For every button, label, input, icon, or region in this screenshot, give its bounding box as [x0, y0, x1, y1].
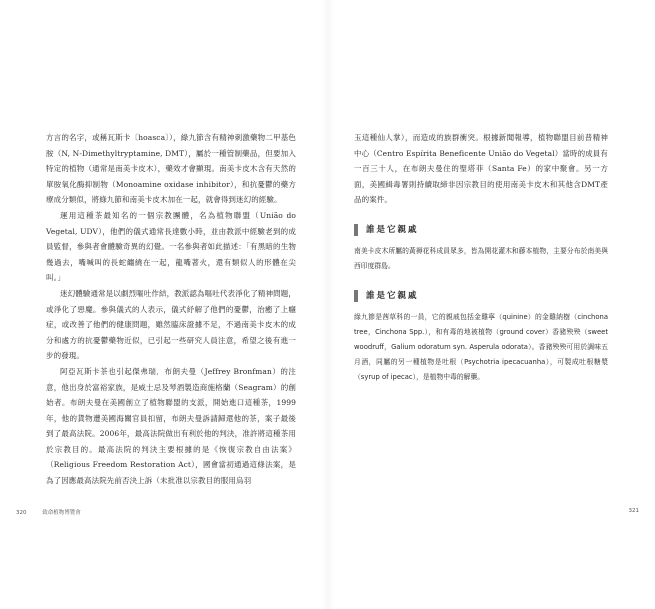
- left-paragraph-1: 方言的名字，或稱瓦斯卡〔hoasca〕），綠九節含有精神刺激藥物二甲基色胺（N, N-Dimethyltryptamine, DMT），屬於一種管制藥品，但要加入特定的植物（通常是南美卡皮木），藥效才會顯現。南美卡皮木含有天然的單胺氧化酶抑制物（Monoamine oxidase inhibitor），和抗憂鬱的藥方療成分類似，將綠九節和南美卡皮木加在一起，就會得到迷幻的經驗。: [46, 133, 296, 205]
- right-page-number: 321: [628, 508, 639, 514]
- sidebar-box-text: 南美卡皮木所屬的黃褥花科成員眾多，皆為開花灌木和藤本植物，主要分布於南美與西印度群島。: [354, 246, 608, 270]
- sidebar-box-title: 誰是它親戚: [354, 224, 608, 236]
- left-paragraph-4: 阿亞瓦斯卡茶也引起傑弗瑞．布朗夫曼（Jeffrey Bronfman）的注意，他出身於富裕家族，是威士忌及琴酒製造商施格蘭（Seagram）的創始者。布朗夫曼在美國創立了植物聯盟的支派，開始進口這種茶，1999年，他的貨物遭美國海關官員扣留，布朗夫曼訴請歸還他的茶，案子最後到了最高法院。2006年，最高法院做出有利於他的判決，准許將這種茶用於宗教目的。最高法院的判決主要根據的是《恢復宗教自由法案》（Religious Freedom Restoration Act），國會當初通過這條法案，是為了因應最高法院先前否決上訴（未批准以宗教目的服用烏羽: [46, 366, 296, 486]
- left-folio: [16, 508, 81, 516]
- right-folio: [629, 508, 640, 514]
- sidebar-box-relatives-1: [354, 224, 608, 274]
- left-page: [46, 130, 296, 489]
- sidebar-box-relatives-2: [354, 290, 608, 385]
- left-paragraph-2: 運用這種茶最知名的一個宗教團體，名為植物聯盟（União do Vegetal, UDV），他們的儀式通常長達數小時，並由教派中經驗老到的成員監督，參與者會體驗奇異的幻覺。一名參與者如此描述：「有黑暗的生物幾過去，嘴喊叫的長蛇纏繞在一起，龍嘴著火，還有類似人的形體在尖叫。」: [46, 210, 296, 283]
- right-page-body: [354, 130, 608, 208]
- sidebar-box-title: 誰是它親戚: [354, 290, 608, 302]
- left-page-body: [46, 130, 296, 489]
- right-paragraph-1: 玉這種仙人掌），而造成的族群衝突。根據新聞報導，植物聯盟目前普精神中心（Centro Espírita Beneficente União do Vegetal）當時的成員有一百三十人，在布朗夫曼住的聖塔菲（Santa Fe）的家中聚會。另一方面，美國緝毒署則持續取締非因宗教目的使用南美卡皮木和其他含DMT產品的案件。: [354, 133, 608, 205]
- sidebar-box-text: 綠九節是茜草科的一員，它的親戚包括金雞寧（quinine）的金雞納樹（cinchona tree，Cinchona Spp.），和有毒的地被植物（ground cover）香豬殃殃（sweet woodruff，Galium odoratum syn. Asperula odorata）。香豬殃殃可用於調味五月酒，同屬的另一種植物是吐根（Psychotria ipecacuanha），可製成吐根糖漿（syrup of ipecac），是植物中毒的解藥。: [354, 312, 608, 381]
- book-gutter: [322, 0, 334, 609]
- left-paragraph-3: 迷幻體驗通常是以劇烈嘔吐作結，教派認為嘔吐代表淨化了精神問題，或淨化了惡魔。參與儀式的人表示，儀式紓解了他們的憂鬱，治癒了上癮症，或改善了他們的健康問題，雖然臨床證據不足，不過南美卡皮木的成分和處方的抗憂鬱藥物近似，已引起一些研究人員注意，希望之後有進一步的發現。: [46, 288, 296, 361]
- running-title: 致命植物博覽會: [42, 510, 81, 516]
- left-page-number: 320: [16, 510, 27, 516]
- right-page: [354, 130, 608, 401]
